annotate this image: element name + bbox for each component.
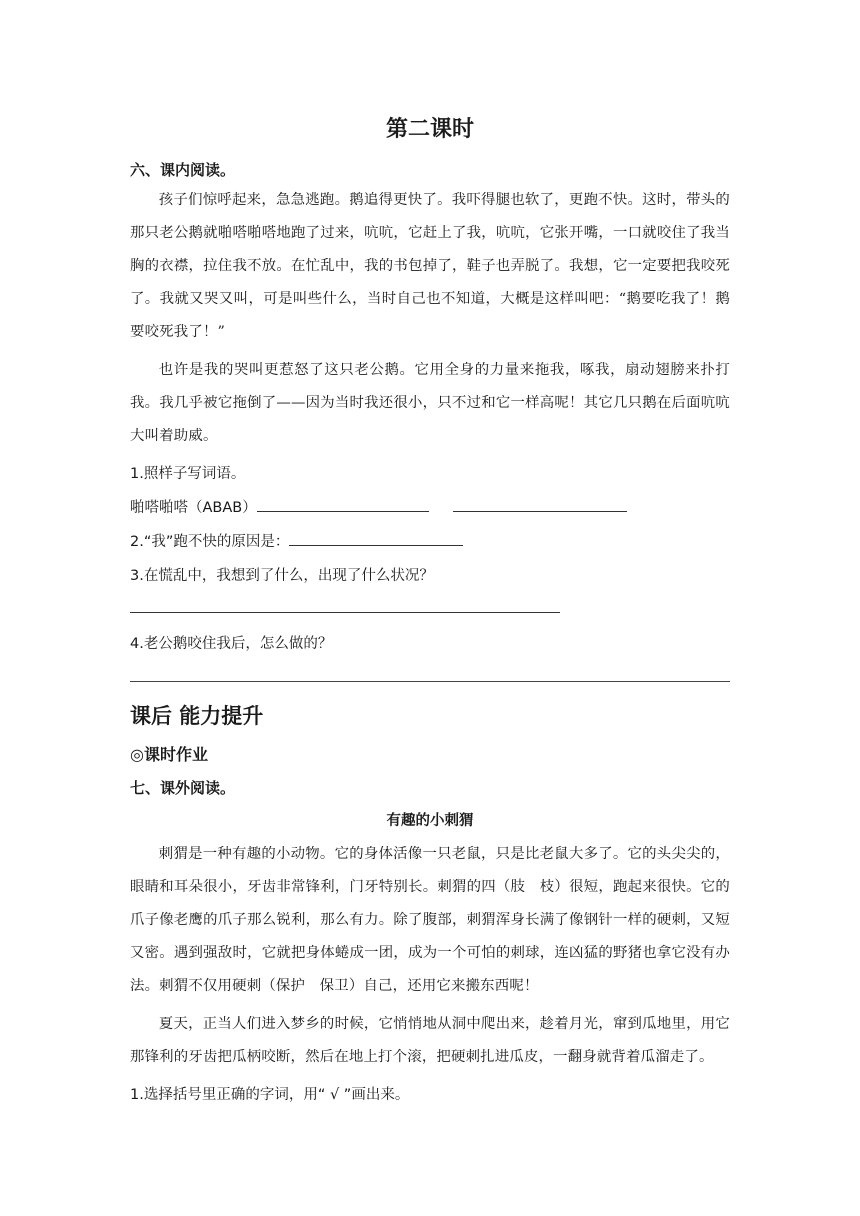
story-title: 有趣的小刺猬 [386, 813, 474, 829]
question-3: 3.在慌乱中，我想到了什么，出现了什么状况？ [130, 568, 434, 584]
question-1-example: 啪嗒啪嗒（ABAB） [130, 500, 257, 516]
section-title-after-class: 课后 能力提升 [130, 704, 264, 728]
question-2: 2.“我”跑不快的原因是： [130, 534, 290, 550]
lesson-title: 第二课时 [385, 117, 474, 142]
passage-paragraph-1: 孩子们惊呼起来，急急逃跑。鹅追得更快了。我吓得腿也软了，更跑不快。这时，带头的那只老公鹅就啪嗒啪嗒地跑了过来，吭吭，它赶上了我，吭吭，它张开嘴，一口就咬住了我当胸的衣襟，拉住我不放。在忙乱中，我的书包掉了，鞋子也弄脱了。我想，它一定要把我咬死了。我就又哭又叫，可是叫些什么，当时自己也不知道，大概是这样叫吧：“鹅要吃我了！鹅要咬死我了！” [130, 192, 730, 340]
question-2-row [130, 530, 463, 551]
section-divider [130, 681, 730, 682]
story-question-1: 1.选择括号里正确的字词，用“ √ ”画出来。 [130, 1087, 410, 1103]
passage-paragraph-2: 也许是我的哭叫更惹怒了这只老公鹅。它用全身的力量来拖我，啄我，扇动翅膀来扑打我。我几乎被它拖倒了——因为当时我还很小，只不过和它一样高呢！其它几只鹅在后面吭吭大叫着助威。 [130, 362, 730, 444]
answer-blank-2[interactable] [453, 497, 627, 512]
homework-heading: ◎课时作业 [130, 745, 208, 764]
question-1: 1.照样子写词语。 [130, 466, 246, 482]
story-paragraph-1: 刺猬是一种有趣的小动物。它的身体活像一只老鼠，只是比老鼠大多了。它的头尖尖的，眼睛和耳朵很小，牙齿非常锋利，门牙特别长。刺猬的四（肢 枝）很短，跑起来很快。它的爪子像老鹰的爪子那么锐利，那么有力。除了腹部，刺猬浑身长满了像钢针一样的硬刺，又短又密。遇到强敌时，它就把身体蜷成一团，成为一个可怕的刺球，连凶猛的野猪也拿它没有办法。刺猬不仅用硬刺（保护 保卫）自己，还用它来搬东西呢！ [130, 846, 730, 994]
section-heading-extra-reading: 七、课外阅读。 [130, 779, 236, 797]
answer-blank-1[interactable] [257, 497, 429, 512]
question-1-row [130, 496, 627, 517]
story-paragraph-2: 夏天，正当人们进入梦乡的时候，它悄悄地从洞中爬出来，趁着月光，窜到瓜地里，用它那锋利的牙齿把瓜柄咬断，然后在地上打个滚，把硬刺扎进瓜皮，一翻身就背着瓜溜走了。 [130, 1016, 730, 1065]
answer-line-3[interactable] [130, 612, 560, 613]
answer-blank-3[interactable] [289, 531, 463, 546]
section-heading-reading: 六、课内阅读。 [130, 161, 236, 179]
question-4: 4.老公鹅咬住我后，怎么做的？ [130, 636, 333, 652]
